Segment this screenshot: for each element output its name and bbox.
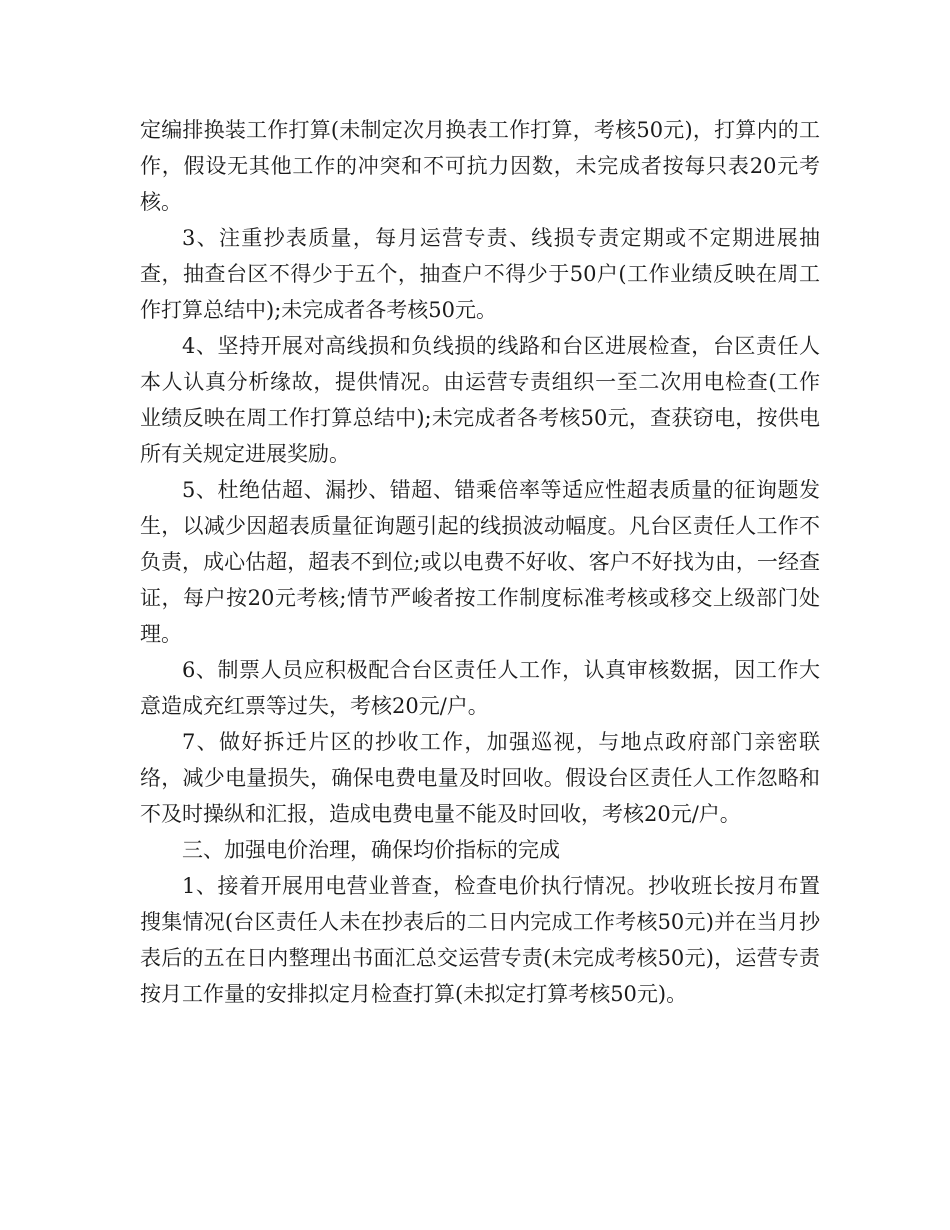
paragraph-item-3: 3、注重抄表质量，每月运营专责、线损专责定期或不定期进展抽查，抽查台区不得少于五个，抽查户不得少于50户(工作业绩反映在周工作打算总结中);未完成者各考核50元。 [140,226,820,322]
paragraph-section-3-item-1: 1、接着开展用电营业普查，检查电价执行情况。抄收班长按月布置搜集情况(台区责任人未在抄表后的二日内完成工作考核50元)并在当月抄表后的五在日内整理出书面汇总交运营专责(未完成考核50元)，运营专责按月工作量的安排拟定月检查打算(未拟定打算考核50元)。 [140,874,820,1006]
paragraph-item-4: 4、坚持开展对高线损和负线损的线路和台区进展检查，台区责任人本人认真分析缘故，提供情况。由运营专责组织一至二次用电检查(工作业绩反映在周工作打算总结中);未完成者各考核50元，查获窃电，按供电所有关规定进展奖励。 [140,334,820,466]
paragraph-plan-continuation: 定编排换装工作打算(未制定次月换表工作打算，考核50元)，打算内的工作，假设无其他工作的冲突和不可抗力因数，未完成者按每只表20元考核。 [140,118,820,214]
document-page [140,112,820,1012]
paragraph-item-6: 6、制票人员应积极配合台区责任人工作，认真审核数据，因工作大意造成充红票等过失，考核20元/户。 [140,658,820,718]
paragraph-item-5: 5、杜绝估超、漏抄、错超、错乘倍率等适应性超表质量的征询题发生，以减少因超表质量征询题引起的线损波动幅度。凡台区责任人工作不负责，成心估超，超表不到位;或以电费不好收、客户不好找为由，一经查证，每户按20元考核;情节严峻者按工作制度标准考核或移交上级部门处理。 [140,478,820,646]
paragraph-item-7: 7、做好拆迁片区的抄收工作，加强巡视，与地点政府部门亲密联络，减少电量损失，确保电费电量及时回收。假设台区责任人工作忽略和不及时操纵和汇报，造成电费电量不能及时回收，考核20元/户。 [140,730,820,826]
section-heading-3: 三、加强电价治理，确保均价指标的完成 [182,838,560,862]
